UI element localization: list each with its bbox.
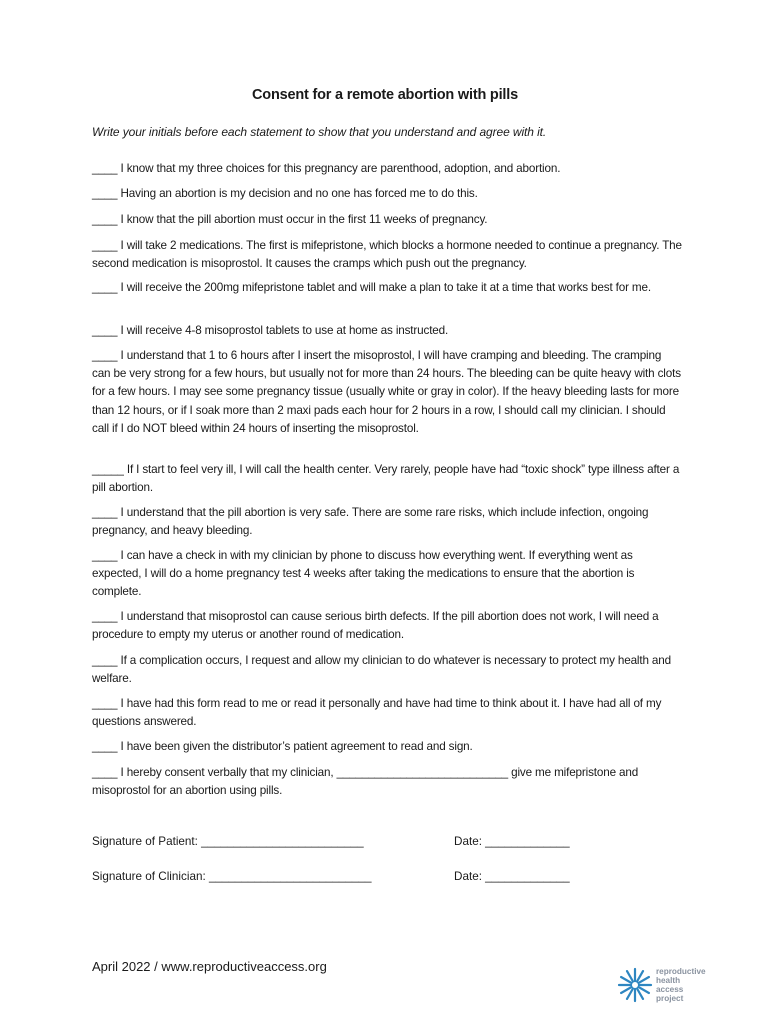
statement-4: ____ I will take 2 medications. The first is mifepristone, which blocks a hormone needed to continue a pregnancy. The second medication is misoprostol. It causes the cramps which push out the pregnancy. [92, 239, 682, 271]
rhap-logo-icon [617, 967, 653, 1003]
statement-13: ____ I have had this form read to me or read it personally and have had time to think about it. I have had all of my questions answered. [92, 697, 662, 729]
statement-12: ____ If a complication occurs, I request and allow my clinician to do whatever is necessary to protect my health and welfare. [92, 654, 671, 686]
statement-8: _____ If I start to feel very ill, I will call the health center. Very rarely, people have had “toxic shock” type illness after a pill abortion. [92, 463, 680, 495]
logo-line-4: project [656, 994, 684, 1003]
statement-2: ____ Having an abortion is my decision and no one has forced me to do this. [92, 187, 478, 200]
clinician-date-line[interactable]: Date: _____________ [454, 870, 570, 883]
patient-date-line[interactable]: Date: _____________ [454, 835, 570, 848]
logo-line-1: reproductive [656, 967, 706, 976]
statement-6: ____ I will receive 4-8 misoprostol tablets to use at home as instructed. [92, 324, 449, 337]
statement-14: ____ I have been given the distributor’s patient agreement to read and sign. [92, 740, 473, 753]
footer-date-url: April 2022 / www.reproductiveaccess.org [92, 959, 327, 974]
statement-9: ____ I understand that the pill abortion is very safe. There are some rare risks, which include infection, ongoing pregnancy, and heavy bleeding. [92, 506, 649, 538]
statement-3: ____ I know that the pill abortion must occur in the first 11 weeks of pregnancy. [92, 213, 488, 226]
statement-11: ____ I understand that misoprostol can cause serious birth defects. If the pill abortion does not work, I will need a procedure to empty my uterus or another round of medication. [92, 610, 659, 642]
statement-15: ____ I hereby consent verbally that my clinician, ___________________________ give me mifepristone and misoprostol for an abortion using pills. [92, 766, 639, 798]
statement-7: ____ I understand that 1 to 6 hours after I insert the misoprostol, I will have cramping and bleeding. The cramping can be very strong for a few hours, but usually not for more than 24 hours. The bleeding can be quite heavy with clots for a few hours. I may see some pregnancy tissue (usually white or gray in color). If the heavy bleeding lasts for more than 12 hours, or if I soak more than 2 maxi pads each hour for 2 hours in a row, I should call my clinician. I should call if I do NOT bleed within 24 hours of inserting the misoprostol. [92, 349, 681, 435]
clinician-signature-line[interactable]: Signature of Clinician: _________________________ [92, 870, 372, 883]
statement-1: ____ I know that my three choices for this pregnancy are parenthood, adoption, and abortion. [92, 162, 561, 175]
form-title: Consent for a remote abortion with pills [252, 87, 518, 103]
logo-line-2: health [656, 976, 681, 985]
patient-signature-line[interactable]: Signature of Patient: _________________________ [92, 835, 364, 848]
instructions: Write your initials before each statement to show that you understand and agree with it. [92, 125, 547, 139]
statement-5: ____ I will receive the 200mg mifepristone tablet and will make a plan to take it at a time that works best for me. [92, 281, 651, 294]
statement-10: ____ I can have a check in with my clinician by phone to discuss how everything went. If everything went as expected, I will do a home pregnancy test 4 weeks after taking the medications to ensure that the abortion is complete. [92, 549, 635, 599]
rhap-logo-text [656, 967, 706, 1003]
logo-line-3: access [656, 985, 684, 994]
